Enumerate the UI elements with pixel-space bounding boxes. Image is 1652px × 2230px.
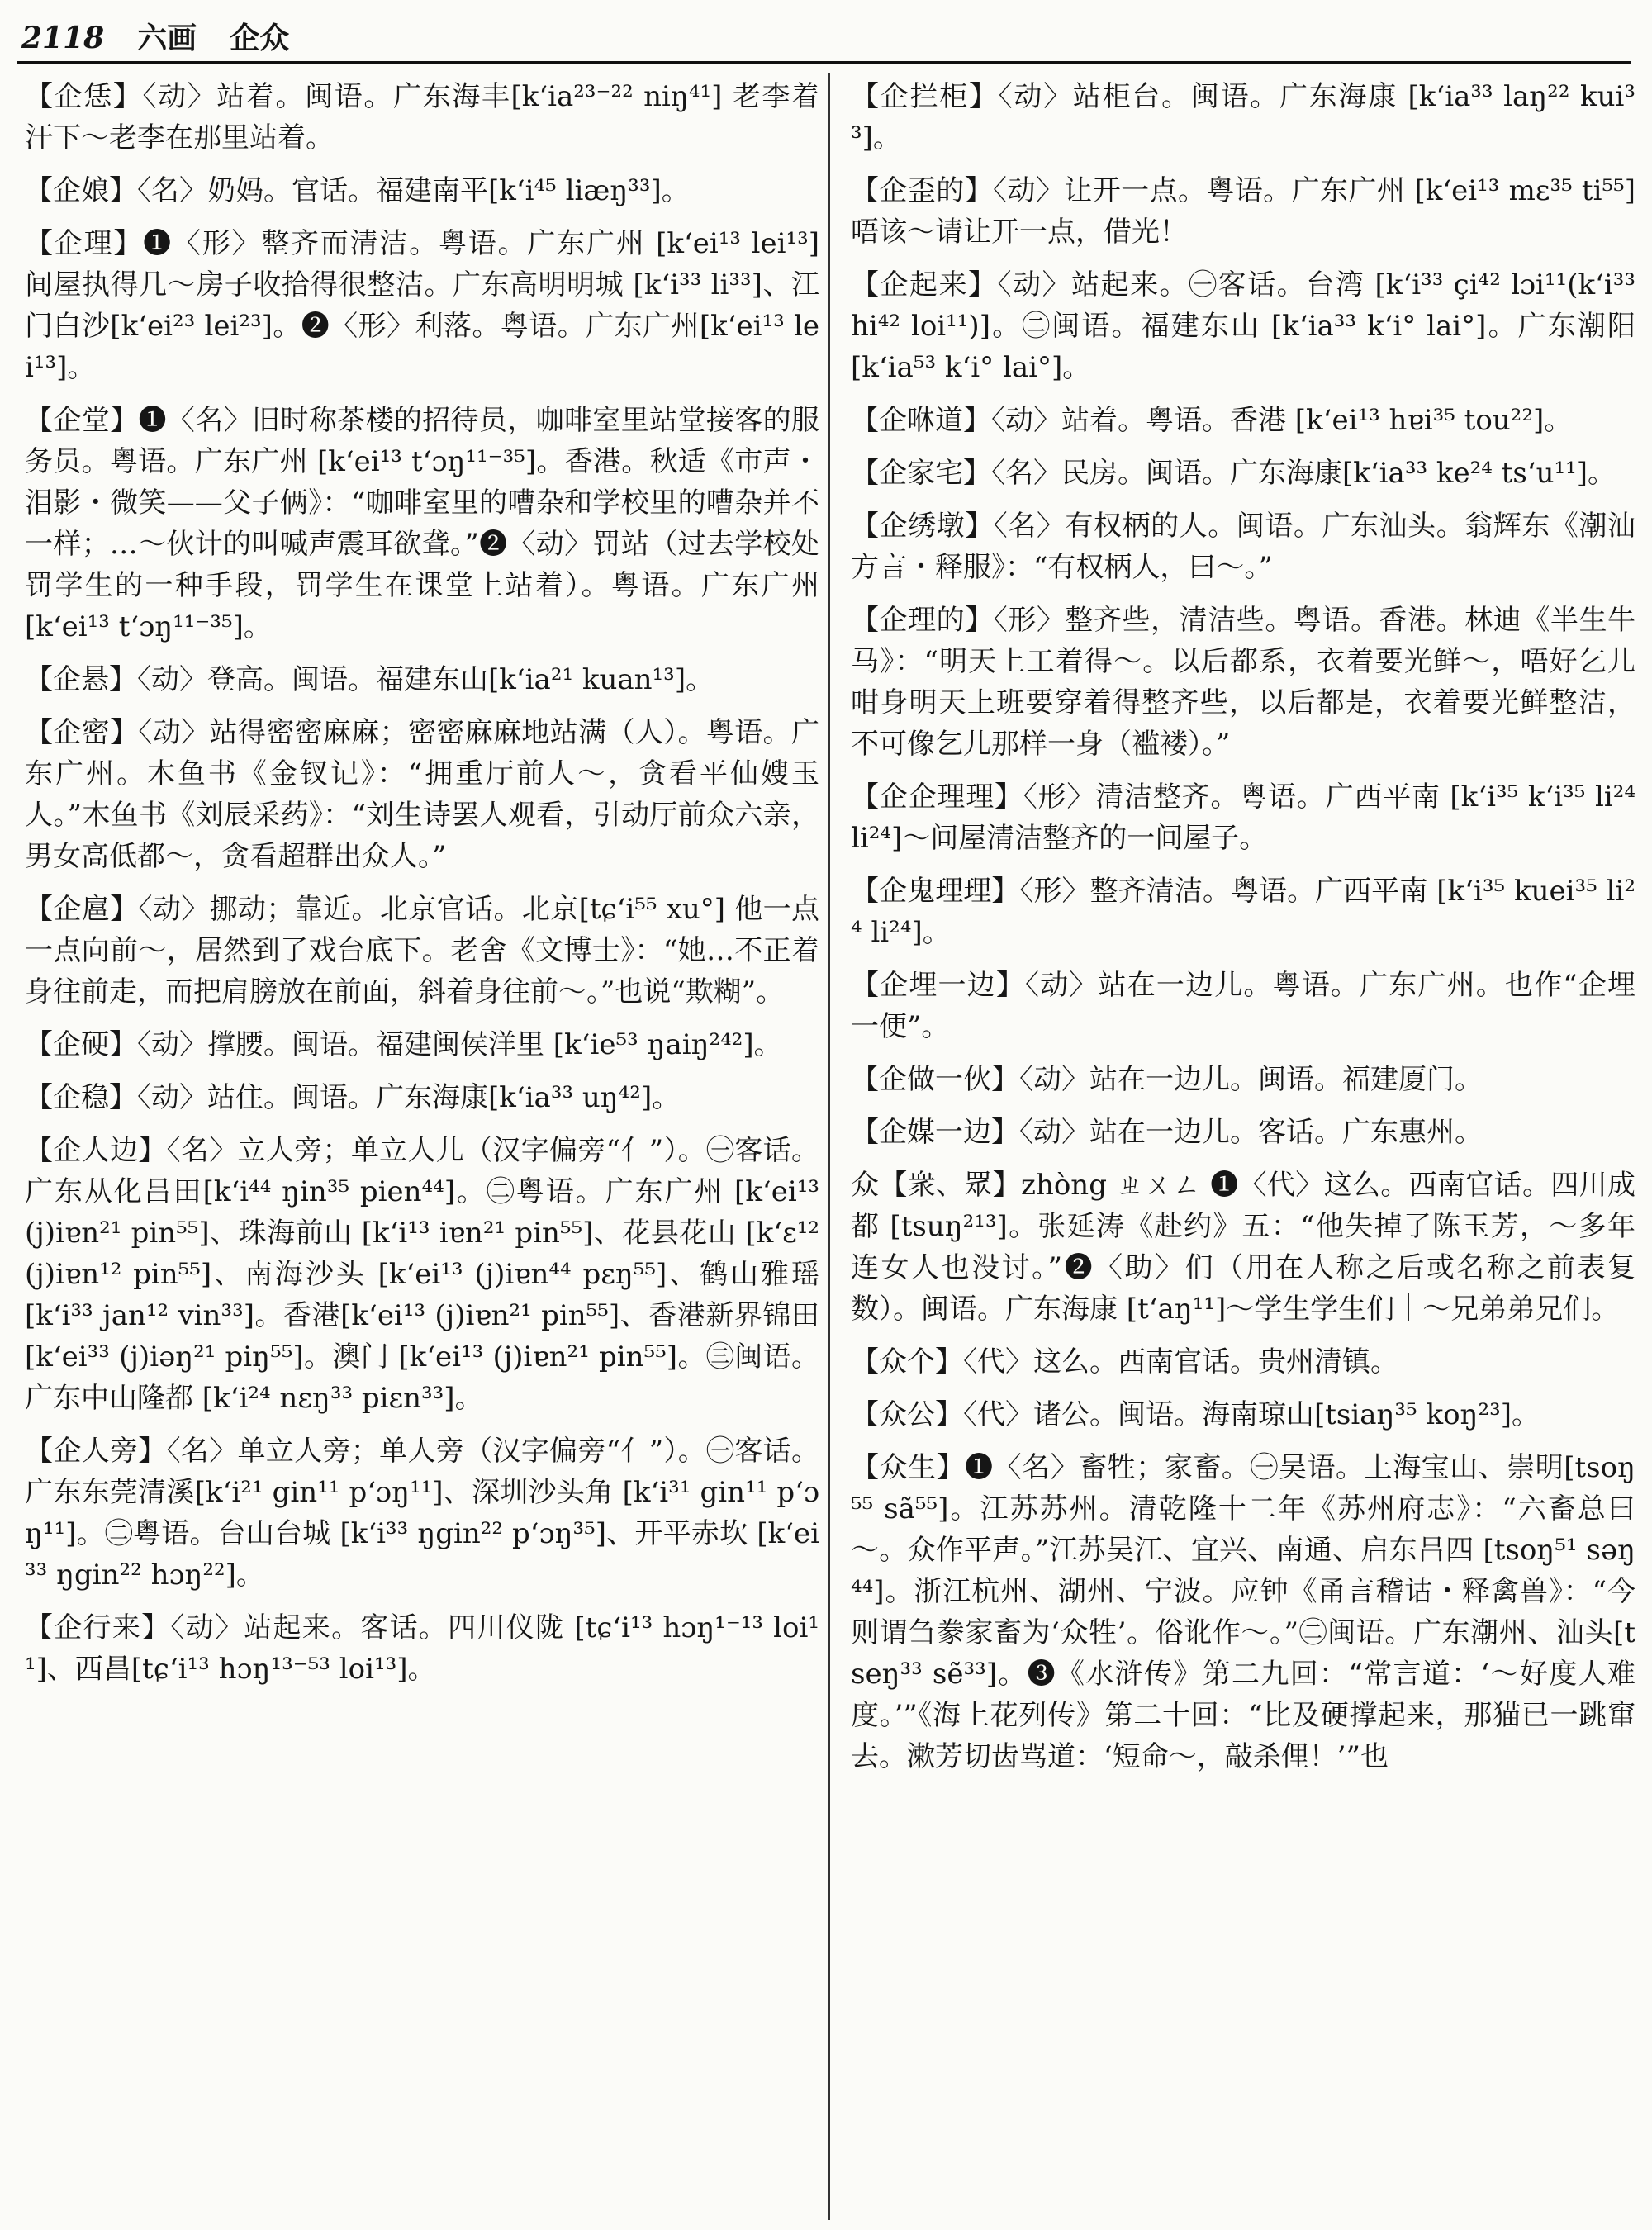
dictionary-entry-main-headword: 众【衆、眾】zhòng ㄓㄨㄥ ❶〈代〉这么。西南官话。四川成都 [tsuŋ²¹³]。张延涛《赴约》五：“他失掉了陈玉芳，～多年连女人也没讨。”❷〈助〉们（用在人称之后或名称之前表复数）。闽语。广东海康 [t‘aŋ¹¹]～学生学生们｜～兄弟弟兄们。	[851, 1169, 1635, 1326]
dictionary-entry: 【企硬】〈动〉撑腰。闽语。福建闽侯洋里 [k‘ie⁵³ ŋaiŋ²⁴²]。	[25, 1028, 782, 1061]
header-rule	[17, 61, 1631, 64]
dictionary-entry: 【企理】❶〈形〉整齐而清洁。粤语。广东广州 [k‘ei¹³ lei¹³] 间屋执得几～房子收拾得很整洁。广东高明明城 [k‘i³³ li³³]、江门白沙[k‘ei²³ lei²³]。❷〈形〉利落。粤语。广东广州[k‘ei¹³ lei¹³]。	[25, 227, 819, 384]
dictionary-entry: 【企娘】〈名〉奶妈。官话。福建南平[k‘i⁴⁵ liæŋ³³]。	[25, 174, 690, 207]
dictionary-entry: 【企拦柜】〈动〉站柜台。闽语。广东海康 [k‘ia³³ laŋ²² kui³³]。	[851, 80, 1635, 154]
dictionary-entry: 【企咻道】〈动〉站着。粤语。香港 [k‘ei¹³ hɐi³⁵ tou²²]。	[851, 404, 1573, 437]
dictionary-entry: 【企人旁】〈名〉单立人旁；单人旁（汉字偏旁“亻”）。㊀客话。广东东莞清溪[k‘i²¹ gin¹¹ p‘ɔŋ¹¹]、深圳沙头角 [k‘i³¹ gin¹¹ p‘ɔŋ¹¹]。㊁粤语。台山台城 [k‘i³³ ŋgin²² p‘ɔŋ³⁵]、开平赤坎 [k‘ei³³ ŋgin²² hɔŋ²²]。	[25, 1435, 819, 1592]
dictionary-entry: 【企企理理】〈形〉清洁整齐。粤语。广西平南 [k‘i³⁵ k‘i³⁵ li²⁴ li²⁴]～间屋清洁整齐的一间屋子。	[851, 780, 1635, 855]
dictionary-entry: 【企媒一边】〈动〉站在一边儿。客话。广东惠州。	[851, 1116, 1483, 1149]
dictionary-entry: 【企做一伙】〈动〉站在一边儿。闽语。福建厦门。	[851, 1063, 1483, 1096]
dictionary-entry: 【企绣墩】〈名〉有权柄的人。闽语。广东汕头。翁辉东《潮汕方言・释服》：“有权柄人，曰～。”	[851, 510, 1635, 584]
dictionary-entry: 【企悬】〈动〉登高。闽语。福建东山[k‘ia²¹ kuan¹³]。	[25, 663, 714, 696]
dictionary-entry: 【企歪的】〈动〉让开一点。粤语。广东广州 [k‘ei¹³ mɛ³⁵ ti⁵⁵]唔该～请让开一点，借光！	[851, 174, 1635, 249]
dictionary-entry: 【企家宅】〈名〉民房。闽语。广东海康[k‘ia³³ ke²⁴ ts‘u¹¹]。	[851, 457, 1616, 490]
dictionary-entry: 【企稳】〈动〉站住。闽语。广东海康[k‘ia³³ uŋ⁴²]。	[25, 1081, 681, 1114]
section-label: 六画	[137, 21, 197, 55]
dictionary-entry: 【众生】❶〈名〉畜牲；家畜。㊀吴语。上海宝山、崇明[tsoŋ⁵⁵ sã⁵⁵]。江苏苏州。清乾隆十二年《苏州府志》：“六畜总曰～。众作平声。”江苏吴江、宜兴、南通、启东吕四 [tsoŋ⁵¹ səŋ⁴⁴]。浙江杭州、湖州、宁波。应钟《甬言稽诂・释禽兽》：“今则谓刍豢家畜为‘众牲’。俗讹作～。”㊁闽语。广东潮州、汕头[tseŋ³³ sẽ³³]。❸《水浒传》第二九回：“常言道：‘～好度人难度。’”《海上花列传》第二十回：“比及硬撑起来，那猫已一跳窜去。漱芳切齿骂道：‘短命～，敲杀俚！’”也	[851, 1451, 1635, 1773]
page-number: 2118	[21, 21, 105, 55]
dictionary-entry: 【企鬼理理】〈形〉整齐清洁。粤语。广西平南 [k‘i³⁵ kuei³⁵ li²⁴ li²⁴]。	[851, 875, 1635, 949]
dictionary-entry: 【企理的】〈形〉整齐些，清洁些。粤语。香港。林迪《半生牛马》：“明天上工着得～。以后都系，衣着要光鲜～，唔好乞儿咁身明天上班要穿着得整齐些，以后都是，衣着要光鲜整洁，不可像乞儿那样一身（褴褛）。”	[851, 604, 1635, 761]
left-column	[25, 76, 819, 1701]
column-divider	[828, 73, 830, 2220]
dictionary-entry: 【众个】〈代〉这么。西南官话。贵州清镇。	[851, 1345, 1398, 1378]
dictionary-entry: 【众公】〈代〉诸公。闽语。海南琼山[tsiaŋ³⁵ koŋ²³]。	[851, 1398, 1540, 1431]
dictionary-entry: 【企埋一边】〈动〉站在一边儿。粤语。广东广州。也作“企埋一便”。	[851, 969, 1635, 1043]
dictionary-entry: 【企起来】〈动〉站起来。㊀客话。台湾 [k‘i³³ çi⁴² lɔi¹¹(k‘i³³ hi⁴² loi¹¹)]。㊁闽语。福建东山 [k‘ia³³ k‘i° lai°]。广东潮阳[k‘ia⁵³ k‘i° lai°]。	[851, 268, 1635, 384]
header-chars: 企众	[230, 21, 290, 55]
right-column	[851, 76, 1635, 1789]
dictionary-entry: 【企扈】〈动〉挪动；靠近。北京官话。北京[tɕ‘i⁵⁵ xu°] 他一点一点向前～，居然到了戏台底下。老舍《文博士》：“她…不正着身往前走，而把肩膀放在前面，斜着身往前～。”也说“欺糊”。	[25, 893, 819, 1008]
dictionary-entry: 【企密】〈动〉站得密密麻麻；密密麻麻地站满（人）。粤语。广东广州。木鱼书《金钗记》：“拥重厅前人～，贪看平仙嫂玉人。”木鱼书《刘辰采药》：“刘生诗罢人观看，引动厅前众六亲，男女高低都～，贪看超群出众人。”	[25, 716, 819, 873]
dictionary-entry: 【企恁】〈动〉站着。闽语。广东海丰[k‘ia²³⁻²² niŋ⁴¹] 老李着汗下～老李在那里站着。	[25, 80, 819, 154]
page-header	[21, 15, 1632, 66]
dictionary-entry: 【企行来】〈动〉站起来。客话。四川仪陇 [tɕ‘i¹³ hɔŋ¹⁻¹³ loi¹¹]、西昌[tɕ‘i¹³ hɔŋ¹³⁻⁵³ loi¹³]。	[25, 1611, 819, 1686]
dictionary-entry: 【企人边】〈名〉立人旁；单立人儿（汉字偏旁“亻”）。㊀客话。广东从化吕田[k‘i⁴⁴ ŋin³⁵ pien⁴⁴]。㊁粤语。广东广州 [k‘ei¹³ (j)iɐn²¹ pin⁵⁵]、珠海前山 [k‘i¹³ iɐn²¹ pin⁵⁵]、花县花山 [k‘ɛ¹² (j)iɐn¹² pin⁵⁵]、南海沙头 [k‘ei¹³ (j)iɐn⁴⁴ pɛŋ⁵⁵]、鹤山雅瑶 [k‘i³³ jan¹² vin³³]。香港[k‘ei¹³ (j)iɐn²¹ pin⁵⁵]、香港新界锦田[k‘ei³³ (j)iəŋ²¹ piŋ⁵⁵]。澳门 [k‘ei¹³ (j)iɐn²¹ pin⁵⁵]。㊂闽语。广东中山隆都 [k‘i²⁴ nɛŋ³³ piɛn³³]。	[25, 1134, 819, 1415]
dictionary-entry: 【企堂】❶〈名〉旧时称茶楼的招待员，咖啡室里站堂接客的服务员。粤语。广东广州 [k‘ei¹³ t‘ɔŋ¹¹⁻³⁵]。香港。秋适《市声・泪影・微笑——父子俩》：“咖啡室里的嘈杂和学校里的嘈杂并不一样；…～伙计的叫喊声震耳欲聋。”❷〈动〉罚站（过去学校处罚学生的一种手段，罚学生在课堂上站着）。粤语。广东广州[k‘ei¹³ t‘ɔŋ¹¹⁻³⁵]。	[25, 404, 819, 643]
